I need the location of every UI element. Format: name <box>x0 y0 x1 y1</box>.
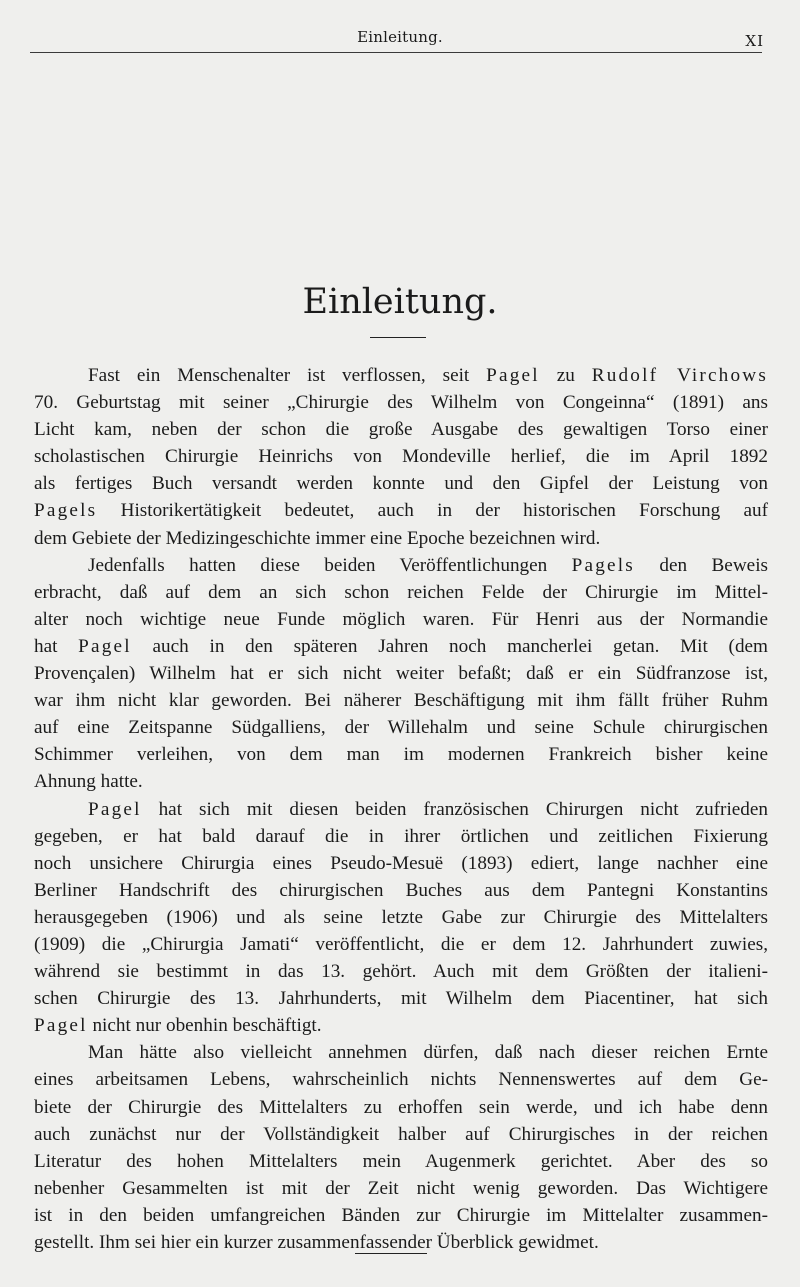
text-line <box>34 1094 768 1121</box>
text-line <box>34 958 768 985</box>
text-line <box>34 470 768 497</box>
page-number: XI <box>745 32 764 50</box>
text-line <box>34 931 768 958</box>
spaced-name: Pagels <box>571 554 635 576</box>
text-run: Schimmer verleihen, von dem man im modernen Frankreich bisher keine <box>34 744 768 766</box>
text-run: ist in den beiden umfangreichen Bänden zur Chirurgie im Mittelalter zusammen- <box>34 1204 768 1226</box>
text-run: Jedenfalls hatten diese beiden Veröffentlichungen <box>88 554 572 576</box>
text-run: auf eine Zeitspanne Südgalliens, der Willehalm und seine Schule chirurgischen <box>34 717 768 739</box>
text-run: Historikertätigkeit bedeutet, auch in der historischen Forschung auf <box>97 500 768 522</box>
text-line <box>34 985 768 1012</box>
text-line <box>34 443 768 470</box>
paragraph <box>34 552 768 796</box>
text-line <box>34 362 768 389</box>
text-line <box>34 796 768 823</box>
text-run: schen Chirurgie des 13. Jahrhunderts, mit Wilhelm dem Piacentiner, hat sich <box>34 988 768 1010</box>
running-head <box>30 24 770 52</box>
paragraph <box>34 362 768 552</box>
text-line <box>34 660 768 687</box>
text-run: hat sich mit diesen beiden französischen Chirurgen nicht zufrieden <box>141 798 768 820</box>
paragraph <box>34 1039 768 1256</box>
text-run: scholastischen Chirurgie Heinrichs von Mondeville herlief, die im April 1892 <box>34 446 768 468</box>
paragraph <box>34 796 768 1040</box>
text-run: Man hätte also vielleicht annehmen dürfen, daß nach dieser reichen Ernte <box>88 1042 768 1064</box>
text-line <box>34 850 768 877</box>
text-run: den Beweis <box>634 554 768 576</box>
chapter-title: Einleitung. <box>302 282 498 322</box>
text-run: während sie bestimmt in das 13. gehört. Auch mit dem Größten der italieni- <box>34 961 768 983</box>
text-line <box>34 1175 768 1202</box>
text-run: herausgegeben (1906) und als seine letzte Gabe zur Chirurgie des Mittelalters <box>34 906 768 928</box>
text-run: auch in den späteren Jahren noch mancherlei getan. Mit (dem <box>131 635 768 657</box>
text-run: gegeben, er hat bald darauf die in ihrer örtlichen und zeitlichen Fixierung <box>34 825 768 847</box>
body-text <box>34 362 768 1256</box>
text-run: Fast ein Menschenalter ist verflossen, seit <box>88 365 487 386</box>
text-line <box>34 389 768 416</box>
text-line <box>34 714 768 741</box>
text-run: hat <box>34 635 79 657</box>
text-run: Literatur des hohen Mittelalters mein Augenmerk gerichtet. Aber des so <box>34 1150 768 1172</box>
text-line <box>34 877 768 904</box>
text-run: Licht kam, neben der schon die große Ausgabe des gewaltigen Torso einer <box>34 419 768 441</box>
text-run: zu <box>539 365 592 386</box>
end-rule <box>355 1253 427 1254</box>
text-run: Ahnung hatte. <box>34 771 143 793</box>
spaced-name: Pagel <box>486 365 540 386</box>
text-run: biete der Chirurgie des Mittelalters zu erhoffen sein werde, und ich habe denn <box>34 1096 768 1118</box>
text-run: auch zunächst nur der Vollständigkeit halber auf Chirurgisches in der reichen <box>34 1123 768 1145</box>
text-line <box>34 823 768 850</box>
text-run: Berliner Handschrift des chirurgischen Buches aus dem Pantegni Konstantins <box>34 879 768 901</box>
text-line <box>34 416 768 443</box>
text-run: (1909) die „Chirurgia Jamati“ veröffentlicht, die er dem 12. Jahrhundert zuwies, <box>34 933 768 955</box>
text-run: gestellt. Ihm sei hier ein kurzer zusammenfassender Überblick gewidmet. <box>34 1232 599 1253</box>
text-run: noch unsichere Chirurgia eines Pseudo-Mesuë (1893) ediert, lange nachher eine <box>34 852 768 874</box>
header-rule <box>30 52 762 53</box>
text-run: alter noch wichtige neue Funde möglich waren. Für Henri aus der Normandie <box>34 608 768 630</box>
text-run: dem Gebiete der Medizingeschichte immer eine Epoche bezeichnen wird. <box>34 527 601 549</box>
spaced-name: Pagel <box>78 635 132 657</box>
text-run: als fertiges Buch versandt werden konnte und den Gipfel der Leistung von <box>34 473 768 495</box>
text-line <box>34 687 768 714</box>
text-line <box>34 904 768 931</box>
text-line <box>34 741 768 768</box>
text-run: war ihm nicht klar geworden. Bei näherer Beschäftigung mit ihm fällt früher Ruhm <box>34 690 768 712</box>
text-line <box>34 1039 768 1066</box>
text-line <box>34 1121 768 1148</box>
text-line <box>34 1202 768 1229</box>
text-line <box>34 768 768 795</box>
text-line <box>34 1148 768 1175</box>
spaced-name: Pagel <box>88 798 142 820</box>
text-line <box>34 633 768 660</box>
text-line <box>34 497 768 524</box>
text-run: nicht nur obenhin beschäftigt. <box>87 1015 322 1037</box>
text-line <box>34 1012 768 1039</box>
running-title: Einleitung. <box>357 28 443 46</box>
text-line <box>34 525 768 552</box>
spaced-name: Pagels <box>34 500 98 522</box>
title-rule <box>370 337 426 338</box>
text-line <box>34 1066 768 1093</box>
text-run: 70. Geburtstag mit seiner „Chirurgie des Wilhelm von Congeinna“ (1891) ans <box>34 392 768 414</box>
spaced-name: Pagel <box>34 1015 88 1037</box>
text-run: nebenher Gesammelten ist mit der Zeit nicht wenig geworden. Das Wichtigere <box>34 1177 768 1199</box>
text-run: erbracht, daß auf dem an sich schon reichen Felde der Chirurgie im Mittel- <box>34 581 768 603</box>
text-run: eines arbeitsamen Lebens, wahrscheinlich nichts Nennenswertes auf dem Ge- <box>34 1069 768 1091</box>
text-line <box>34 606 768 633</box>
text-line <box>34 552 768 579</box>
text-line <box>34 579 768 606</box>
spaced-name: Rudolf Virchows <box>591 365 768 386</box>
text-run: Provençalen) Wilhelm hat er sich nicht weiter befaßt; daß er ein Südfranzose ist, <box>34 663 768 685</box>
